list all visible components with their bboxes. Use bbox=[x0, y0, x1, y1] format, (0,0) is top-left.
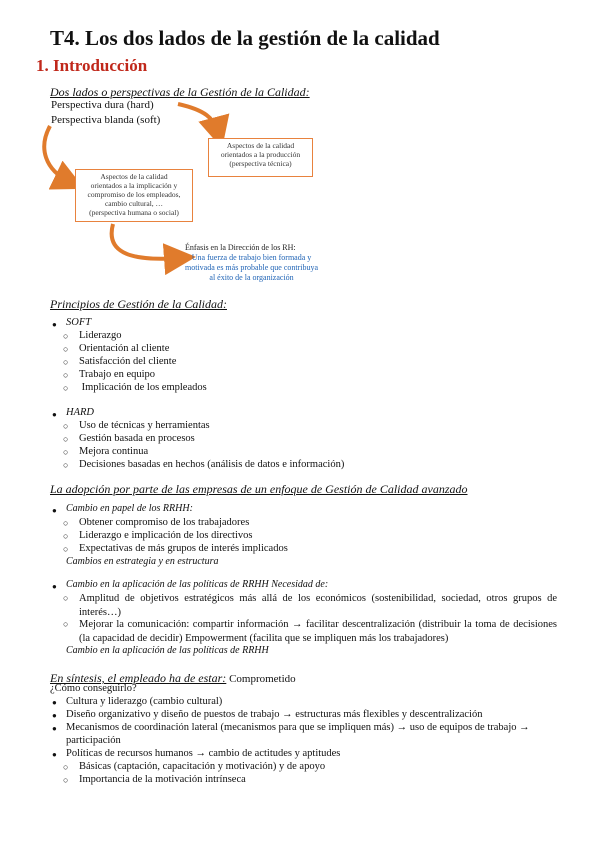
soft-item: Liderazgo bbox=[79, 330, 122, 341]
bullet-filled: ● bbox=[52, 750, 57, 759]
arrow-to-enfasis bbox=[112, 224, 180, 259]
box-perspectiva-tecnica bbox=[208, 138, 313, 177]
hard-item: Decisiones basadas en hechos (análisis de datos e información) bbox=[79, 459, 345, 470]
aplic-item: Amplitud de objetivos estratégicos más allá de los económicos (sostenibilidad, sociedad, otros grupos de interés…) bbox=[79, 593, 557, 618]
bullet-hollow: ○ bbox=[63, 619, 69, 629]
bullet-hollow: ○ bbox=[63, 775, 69, 785]
soft-label: SOFT bbox=[66, 317, 92, 328]
arrow-to-tecnica bbox=[178, 104, 218, 133]
bullet-hollow: ○ bbox=[63, 518, 69, 528]
sintesis-question: ¿Cómo conseguirlo? bbox=[50, 683, 137, 694]
aplic-note: Cambio en la aplicación de las políticas de RRHH bbox=[66, 645, 269, 656]
bullet-hollow: ○ bbox=[63, 544, 69, 554]
cambio-aplicacion-label: Cambio en la aplicación de las políticas de RRHH Necesidad de: bbox=[66, 579, 329, 590]
sintesis-item: Políticas de recursos humanos → cambio de actitudes y aptitudes bbox=[66, 748, 341, 759]
box-humana-line: (perspectiva humana o social) bbox=[89, 208, 179, 217]
bullet-filled: ● bbox=[52, 582, 57, 591]
adopcion-heading: La adopción por parte de las empresas de un enfoque de Gestión de Calidad avanzado bbox=[50, 482, 468, 496]
bullet-hollow: ○ bbox=[63, 434, 69, 444]
page-title: T4. Los dos lados de la gestión de la calidad bbox=[50, 26, 440, 50]
soft-item: Trabajo en equipo bbox=[79, 369, 156, 380]
hard-item: Uso de técnicas y herramientas bbox=[79, 420, 210, 431]
bullet-hollow: ○ bbox=[63, 370, 69, 380]
sintesis-sub-item: Importancia de la motivación intrínseca bbox=[79, 774, 246, 785]
papel-item: Expectativas de más grupos de interés implicados bbox=[79, 543, 288, 554]
hard-item: Mejora continua bbox=[79, 446, 149, 457]
dos-lados-heading: Dos lados o perspectivas de la Gestión de la Calidad: bbox=[50, 85, 310, 99]
bullet-hollow: ○ bbox=[63, 460, 69, 470]
perspectiva-blanda: Perspectiva blanda (soft) bbox=[51, 114, 161, 126]
cambio-papel-label: Cambio en papel de los RRHH: bbox=[66, 503, 193, 514]
bullet-hollow: ○ bbox=[63, 762, 69, 772]
sintesis-item-cont: participación bbox=[66, 735, 121, 746]
enfasis-title: Énfasis en la Dirección de los RH: bbox=[185, 243, 296, 252]
sintesis-item: Diseño organizativo y diseño de puestos de trabajo → estructuras más flexibles y descentralización bbox=[66, 709, 483, 720]
bullet-filled: ● bbox=[52, 320, 57, 329]
box-tecnica-line: (perspectiva técnica) bbox=[229, 159, 292, 168]
sintesis-item: Mecanismos de coordinación lateral (mecanismos para que se impliquen más) → uso de equipos de trabajo → bbox=[66, 722, 530, 733]
box-humana-line: orientados a la implicación y bbox=[90, 181, 178, 190]
box-humana-line: compromiso de los empleados, bbox=[87, 190, 181, 199]
hard-item: Gestión basada en procesos bbox=[79, 433, 195, 444]
section-heading-introduccion: 1. Introducción bbox=[36, 56, 148, 75]
sintesis-item: Cultura y liderazgo (cambio cultural) bbox=[66, 696, 223, 707]
arrow-to-humana bbox=[44, 126, 70, 182]
bullet-hollow: ○ bbox=[63, 344, 69, 354]
box-perspectiva-humana bbox=[75, 169, 193, 222]
enfasis-line: motivada es más probable que contribuya bbox=[185, 263, 319, 272]
box-tecnica-line: Aspectos de la calidad bbox=[226, 141, 295, 150]
sintesis-sub-item: Básicas (captación, capacitación y motivación) y de apoyo bbox=[79, 761, 326, 772]
soft-item: Orientación al cliente bbox=[79, 343, 170, 354]
bullet-filled: ● bbox=[52, 724, 57, 733]
enfasis-line: Una fuerza de trabajo bien formada y bbox=[191, 253, 312, 262]
bullet-hollow: ○ bbox=[63, 593, 69, 603]
bullet-hollow: ○ bbox=[63, 383, 69, 393]
soft-item: Implicación de los empleados bbox=[79, 382, 207, 393]
enfasis-body bbox=[185, 253, 318, 283]
hard-label: HARD bbox=[66, 407, 94, 418]
papel-item: Liderazgo e implicación de los directivos bbox=[79, 530, 253, 541]
papel-item: Obtener compromiso de los trabajadores bbox=[79, 517, 250, 528]
principios-heading: Principios de Gestión de la Calidad: bbox=[50, 297, 227, 311]
box-tecnica-line: orientados a la producción bbox=[220, 150, 301, 159]
papel-note: Cambios en estrategia y en estructura bbox=[66, 556, 219, 567]
bullet-filled: ● bbox=[52, 410, 57, 419]
bullet-hollow: ○ bbox=[63, 331, 69, 341]
box-humana-line: cambio cultural, … bbox=[104, 199, 164, 208]
bullet-hollow: ○ bbox=[63, 531, 69, 541]
sintesis-heading-tail: Comprometido bbox=[226, 673, 296, 685]
bullet-hollow: ○ bbox=[63, 447, 69, 457]
perspectiva-dura: Perspectiva dura (hard) bbox=[51, 99, 154, 111]
sintesis-heading: En síntesis, el empleado ha de estar: bbox=[50, 671, 227, 685]
bullet-filled: ● bbox=[52, 698, 57, 707]
box-humana-line: Aspectos de la calidad bbox=[100, 172, 168, 181]
bullet-filled: ● bbox=[52, 711, 57, 720]
soft-item: Satisfacción del cliente bbox=[79, 356, 177, 367]
enfasis-line: al éxito de la organización bbox=[209, 273, 294, 282]
aplic-item: Mejorar la comunicación: compartir información → facilitar descentralización (distribuir la toma de decisiones (la capacidad de decidir) Empowerment (facilita que se impliquen más los trabajadores) bbox=[79, 619, 557, 644]
bullet-filled: ● bbox=[52, 506, 57, 515]
bullet-hollow: ○ bbox=[63, 421, 69, 431]
bullet-hollow: ○ bbox=[63, 357, 69, 367]
